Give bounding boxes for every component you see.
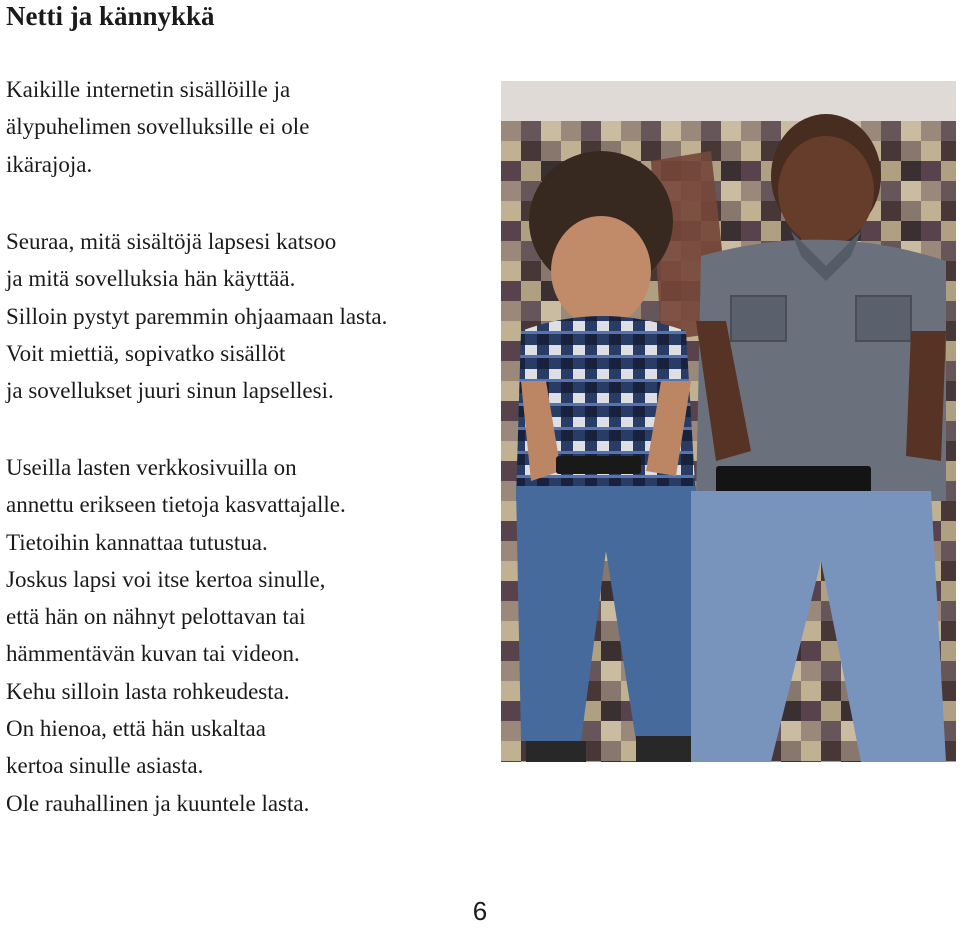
text-line: älypuhelimen sovelluksille ei ole — [6, 114, 310, 140]
text-line: On hienoa, että hän uskaltaa — [6, 716, 266, 742]
paragraph-follow — [6, 223, 476, 409]
text-line: hämmentävän kuvan tai videon. — [6, 641, 300, 667]
text-line: Tietoihin kannattaa tutustua. — [6, 529, 268, 555]
text-line: annettu erikseen tietoja kasvattajalle. — [6, 492, 346, 518]
text-line: Kaikille internetin sisällöille ja — [6, 77, 291, 102]
text-line: Silloin pystyt paremmin ohjaamaan lasta. — [6, 303, 388, 329]
text-line: Kehu silloin lasta rohkeudesta. — [6, 678, 290, 704]
paragraph-websites — [6, 449, 476, 822]
photo-children-with-devices — [501, 81, 956, 762]
text-line: ja mitä sovelluksia hän käyttää. — [6, 266, 296, 292]
text-line: Seuraa, mitä sisältöjä lapsesi katsoo — [6, 229, 337, 254]
page-title: Netti ja kännykkä — [6, 1, 215, 31]
paragraph-intro — [6, 71, 476, 183]
page-number: 6 — [472, 896, 488, 926]
text-line: että hän on nähnyt pelottavan tai — [6, 604, 306, 630]
text-line: Voit miettiä, sopivatko sisällöt — [6, 340, 286, 366]
text-line: kertoa sinulle asiasta. — [6, 753, 204, 779]
text-line: Joskus lapsi voi itse kertoa sinulle, — [6, 566, 326, 592]
text-line: ja sovellukset juuri sinun lapsellesi. — [6, 378, 334, 404]
text-line: Ole rauhallinen ja kuuntele lasta. — [6, 790, 310, 816]
text-line: ikärajoja. — [6, 151, 93, 177]
text-line: Useilla lasten verkkosivuilla on — [6, 455, 297, 480]
